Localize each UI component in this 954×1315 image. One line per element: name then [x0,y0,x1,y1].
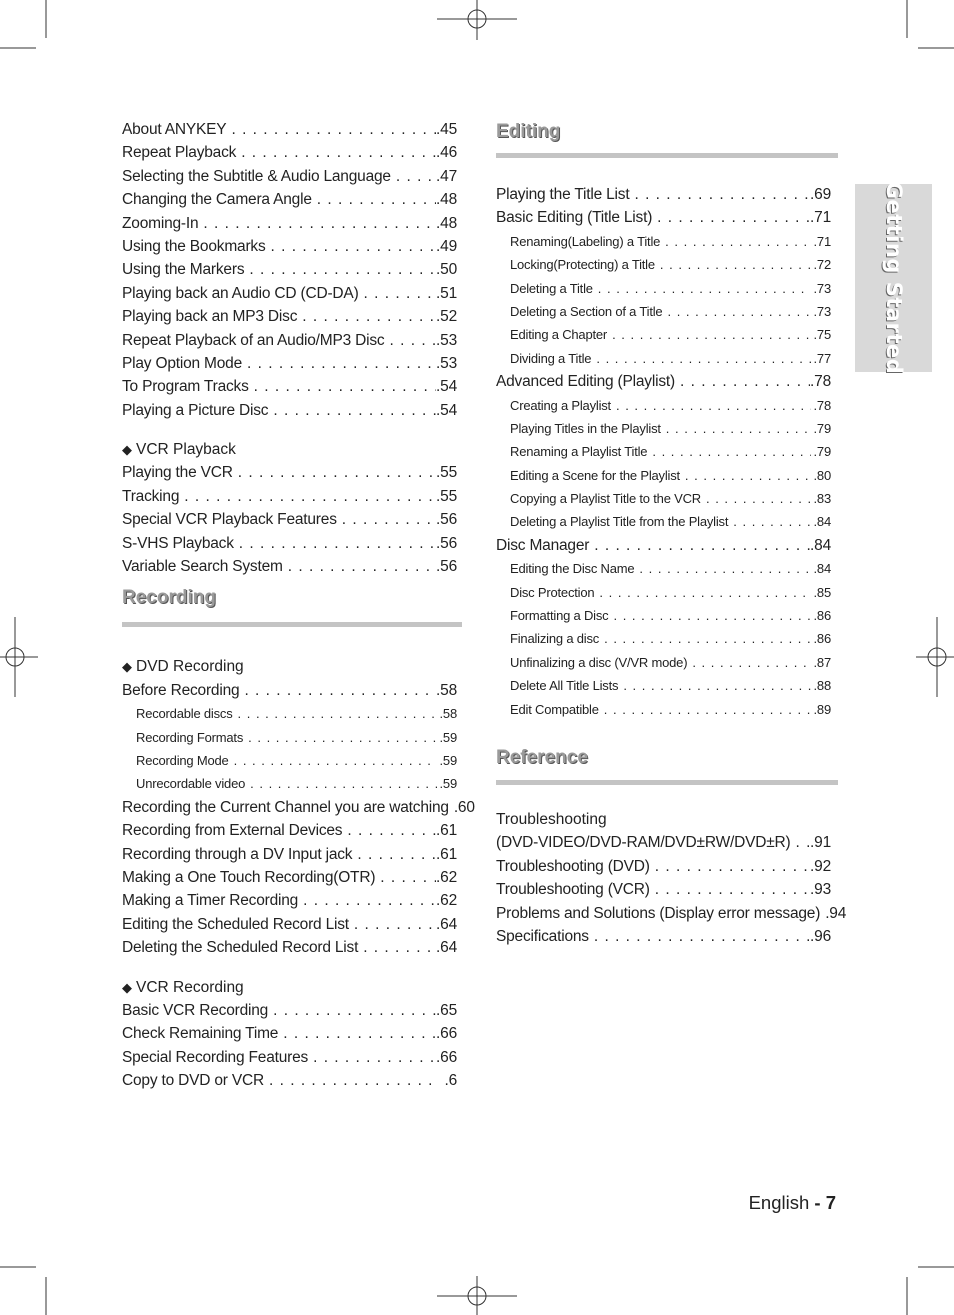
toc-entry-page: .45 [436,121,457,138]
toc-entry [496,394,838,417]
toc-entry-title: Editing the Disc Name [510,561,635,577]
dot-leader [666,417,811,440]
toc-entry-page: .55 [436,487,457,505]
dot-leader [389,329,436,352]
toc-entry-title: Disc Manager [496,536,590,554]
toc-entry-title: Playing Titles in the Playlist [510,420,661,436]
toc-entry [122,461,462,484]
toc-left-column [122,118,475,1092]
toc-entry-page: .73 [813,303,831,319]
dot-leader [317,188,436,211]
dot-leader [363,936,436,959]
dot-leader [249,258,436,281]
toc-entry-page: .56 [436,534,457,552]
toc-entry-page: .62 [436,892,457,910]
toc-entry-page: .73 [813,280,831,296]
toc-entry-title: Deleting a Section of a Title [510,303,663,319]
dot-leader [685,464,811,487]
toc-entry-title: Zooming-In [122,214,199,232]
toc-entry [496,831,838,854]
toc-entry-page: .85 [813,584,831,600]
toc-entry [496,347,838,370]
toc-entry [496,230,838,253]
dot-leader [380,866,436,889]
dot-leader [238,702,437,725]
editing-entries [496,183,838,721]
toc-entry [122,188,462,211]
dot-leader [273,399,436,422]
toc-entry [122,772,462,795]
vcr-playback-group-title: ◆ VCR Playback [122,441,236,459]
toc-entry-page: .88 [813,678,831,694]
toc-right-column [496,118,847,948]
toc-entry [122,375,462,398]
dot-leader [634,183,810,206]
dot-leader [269,1069,437,1092]
toc-entry-title: Check Remaining Time [122,1025,279,1043]
toc-entry [496,487,838,510]
toc-entry [496,855,838,878]
toc-entry [122,508,462,531]
toc-entry-page: .84 [810,536,831,554]
dot-leader [623,674,811,697]
dot-leader [273,999,436,1022]
toc-entry-page: .94 [825,904,847,922]
toc-entry [496,183,838,206]
dot-leader [604,698,811,721]
dot-leader [303,889,436,912]
dot-leader [599,581,811,604]
toc-entry-title: Troubleshooting (VCR) [496,881,650,899]
vcr-recording-group-title: ◆ VCR Recording [122,978,244,996]
general-entries [122,118,462,422]
toc-entry [496,300,838,323]
toc-entry-page: .66 [436,1048,457,1066]
toc-entry-title: Play Option Mode [122,354,243,372]
toc-entry-page: .96 [810,927,831,945]
toc-entry-title: Advanced Editing (Playlist) [496,373,675,391]
dot-leader [254,375,436,398]
toc-entry-page: .59 [439,729,457,745]
toc-entry [496,557,838,580]
diamond-bullet-icon: ◆ [122,659,132,675]
dot-leader [655,855,810,878]
toc-entry-title: Recording through a DV Input jack [122,845,353,863]
toc-entry-title: Troubleshooting (DVD) [496,857,650,875]
toc-entry-page: .86 [813,608,831,624]
toc-entry [122,141,462,164]
toc-entry [496,417,838,440]
dot-leader [354,913,436,936]
toc-entry-title: About ANYKEY [122,121,227,138]
toc-entry-title: Finalizing a disc [510,631,600,647]
toc-entry [122,819,462,842]
toc-entry-title: Unfinalizing a disc (V/VR mode) [510,654,688,670]
toc-entry [122,399,462,422]
toc-entry-page: .75 [813,327,831,343]
dot-leader [357,843,436,866]
dot-leader [248,726,437,749]
chapter-side-tab [855,181,932,375]
toc-entry-title: Basic VCR Recording [122,1001,269,1019]
toc-entry-page: .6 [444,1072,457,1090]
toc-entry [496,627,838,650]
toc-entry [122,726,462,749]
diamond-bullet-icon: ◆ [122,442,132,458]
toc-entry-title: Selecting the Subtitle & Audio Language [122,167,391,185]
dot-leader [692,651,811,674]
dvd-recording-entries [122,679,475,960]
toc-entry [496,674,838,697]
toc-entry-title: Using the Bookmarks [122,237,266,255]
toc-entry-title: Using the Markers [122,261,245,279]
dot-leader [796,831,811,854]
toc-entry [496,510,838,533]
dot-leader [231,118,436,141]
toc-entry-page: .48 [436,191,457,209]
toc-entry-title: Variable Search System [122,558,283,576]
toc-entry-title: Basic Editing (Title List) [496,209,653,227]
dot-leader [655,878,810,901]
dot-leader [234,749,437,772]
section-heading-recording: Recording [122,587,216,609]
footer-language: English [748,1192,810,1213]
dot-leader [241,141,436,164]
dot-leader [639,557,811,580]
toc-entry-page: .87 [813,654,831,670]
toc-entry-title: Formatting a Disc [510,608,609,624]
toc-entry [122,118,462,141]
dot-leader [302,305,436,328]
dot-leader [616,394,811,417]
toc-entry-title: Playing a Picture Disc [122,401,269,419]
toc-entry-page: .51 [436,284,457,302]
toc-entry [122,1022,462,1045]
toc-entry-page: .49 [436,237,457,255]
toc-entry-title: Dividing a Title [510,350,592,366]
toc-entry-title: Changing the Camera Angle [122,191,312,209]
toc-entry-page: .64 [436,939,457,957]
dot-leader [364,282,437,305]
toc-entry-page: .80 [813,467,831,483]
toc-entry [496,464,838,487]
toc-entry [122,913,462,936]
toc-entry-page: .53 [436,354,457,372]
section-heading-editing: Editing [496,121,561,142]
toc-entry-title: Delete All Title Lists [510,678,619,694]
toc-entry-page: .58 [436,681,457,699]
toc-entry-title: S-VHS Playback [122,534,234,552]
dvd-recording-group-title: ◆ DVD Recording [122,658,244,676]
toc-entry [122,679,462,702]
toc-entry-title: (DVD-VIDEO/DVD-RAM/DVD±RW/DVD±R) [496,834,791,852]
dot-leader [667,300,811,323]
toc-entry [122,258,462,281]
toc-entry-page: .86 [813,631,831,647]
chapter-side-tab-label: Getting Started [881,181,906,375]
toc-entry-title: Creating a Playlist [510,397,611,413]
toc-entry [496,604,838,627]
toc-entry [122,702,462,725]
toc-entry [496,902,847,925]
toc-entry-title: Playing back an Audio CD (CD-DA) [122,284,359,302]
toc-entry-page: .59 [439,752,457,768]
toc-entry-page: .59 [439,776,457,792]
dot-leader [396,165,436,188]
toc-entry [496,277,838,300]
toc-entry-title: Editing the Scheduled Record List [122,915,349,933]
dot-leader [247,352,436,375]
toc-entry-page: .93 [810,881,831,899]
toc-entry-title: Repeat Playback [122,144,237,162]
toc-entry-title: Copying a Playlist Title to the VCR [510,491,701,507]
dot-leader [652,440,811,463]
toc-entry-title: Problems and Solutions (Display error message) [496,904,821,922]
dot-leader [250,772,437,795]
toc-entry [496,698,838,721]
toc-entry-title: Edit Compatible [510,701,599,717]
dot-leader [594,534,810,557]
dot-leader [184,485,436,508]
toc-entry-page: .77 [813,350,831,366]
dot-leader [203,212,436,235]
toc-entry-title: Editing a Chapter [510,327,608,343]
toc-entry-title: Playing the VCR [122,464,233,482]
toc-entry-title: Making a Timer Recording [122,892,299,910]
toc-entry-page: .84 [813,561,831,577]
dot-leader [288,555,436,578]
toc-entry-page: .78 [810,373,831,391]
toc-entry-page: .71 [810,209,831,227]
dot-leader [342,508,436,531]
toc-entry-title: Disc Protection [510,584,595,600]
dot-leader [596,347,811,370]
dot-leader [313,1046,436,1069]
toc-entry-title: Recording the Current Channel you are watching [122,798,449,816]
toc-entry-page: .69 [810,186,831,203]
toc-entry-title: Recording from External Devices [122,822,343,840]
toc-entry-page: .79 [813,444,831,460]
toc-entry-title: Locking(Protecting) a Title [510,257,655,273]
toc-entry [496,253,838,276]
toc-entry-page: .78 [813,397,831,413]
toc-entry [496,925,838,948]
page-footer [749,1192,836,1214]
diamond-bullet-icon: ◆ [122,979,132,995]
toc-entry-title: Copy to DVD or VCR [122,1072,264,1090]
toc-entry-page: .54 [436,378,457,396]
toc-entry [122,555,462,578]
toc-entry-page: .61 [436,845,457,863]
dot-leader [657,206,810,229]
toc-entry-title: Renaming(Labeling) a Title [510,233,661,249]
toc-entry [496,878,838,901]
toc-entry [122,485,462,508]
toc-entry [122,165,462,188]
dot-leader [598,277,811,300]
toc-entry [122,749,462,772]
toc-entry-page: .60 [453,798,475,816]
toc-entry-page: .65 [436,1001,457,1019]
page-number: 7 [825,1192,836,1213]
toc-entry-title: Recording Mode [136,752,229,768]
toc-entry-title: Special Recording Features [122,1048,309,1066]
toc-entry-page: .64 [436,915,457,933]
dot-leader [594,925,810,948]
section-heading-reference: Reference [496,746,588,768]
footer-separator: - [809,1192,826,1213]
toc-entry-page: .83 [813,491,831,507]
dot-leader [244,679,436,702]
toc-entry [122,329,462,352]
toc-entry-title: Deleting a Title [510,280,593,296]
reference-entries [496,831,847,948]
toc-entry-page: .48 [436,214,457,232]
toc-entry [122,843,462,866]
toc-entry [122,936,462,959]
toc-entry [122,1069,462,1092]
dot-leader [733,510,811,533]
toc-entry-title: Making a One Touch Recording(OTR) [122,868,376,886]
toc-entry-page: .66 [436,1025,457,1043]
toc-entry [122,352,462,375]
toc-entry [122,235,462,258]
toc-entry [122,796,475,819]
dot-leader [612,323,811,346]
toc-entry [122,305,462,328]
toc-entry [496,581,838,604]
toc-entry-title: Playing back an MP3 Disc [122,308,298,326]
toc-entry-page: .84 [813,514,831,530]
toc-entry-title: Before Recording [122,681,240,699]
dot-leader [706,487,811,510]
dot-leader [660,253,811,276]
toc-entry-page: .58 [439,706,457,722]
toc-entry [122,866,462,889]
toc-entry-page: .54 [436,401,457,419]
dot-leader [613,604,811,627]
toc-entry-page: .91 [810,834,831,852]
vcr-recording-entries [122,999,462,1093]
toc-entry-title: Special VCR Playback Features [122,511,337,529]
toc-entry-title: Deleting a Playlist Title from the Playlist [510,514,729,530]
toc-entry [496,534,838,557]
dot-leader [283,1022,436,1045]
toc-entry-page: .56 [436,558,457,576]
toc-entry-page: .52 [436,308,457,326]
toc-entry-title: Playing the Title List [496,186,630,203]
toc-entry-page: .47 [436,167,457,185]
toc-entry-title: Repeat Playback of an Audio/MP3 Disc [122,331,385,349]
toc-entry-page: .71 [813,233,831,249]
toc-entry [122,1046,462,1069]
toc-entry-title: Recording Formats [136,729,244,745]
dot-leader [680,370,810,393]
dot-leader [604,627,811,650]
toc-entry-page: .62 [436,868,457,886]
toc-entry [122,889,462,912]
toc-entry [496,440,838,463]
toc-entry [122,999,462,1022]
toc-entry [496,323,838,346]
toc-entry-page: .61 [436,822,457,840]
toc-entry-title: Unrecordable video [136,776,246,792]
toc-entry-title: Specifications [496,927,589,945]
toc-entry-title: Deleting the Scheduled Record List [122,939,359,957]
toc-entry-page: .79 [813,420,831,436]
toc-entry-title: Editing a Scene for the Playlist [510,467,680,483]
toc-entry-page: .56 [436,511,457,529]
toc-entry [496,370,838,393]
reference-first-line: Troubleshooting [496,810,607,828]
vcr-playback-entries [122,461,462,578]
toc-entry [122,282,462,305]
toc-entry-page: .46 [436,144,457,162]
toc-entry-page: .50 [436,261,457,279]
toc-entry [496,651,838,674]
toc-entry-title: Renaming a Playlist Title [510,444,648,460]
toc-entry-title: Recordable discs [136,706,233,722]
toc-entry-page: .72 [813,257,831,273]
dot-leader [665,230,811,253]
toc-entry-page: .55 [436,464,457,482]
dot-leader [271,235,437,258]
toc-entry [122,212,462,235]
toc-entry-page: .89 [813,701,831,717]
toc-entry [122,532,462,555]
toc-entry-title: Tracking [122,487,180,505]
toc-entry-page: .92 [810,857,831,875]
dot-leader [239,532,436,555]
toc-entry-page: .53 [436,331,457,349]
toc-entry [496,206,838,229]
dot-leader [238,461,436,484]
toc-entry-title: To Program Tracks [122,378,249,396]
dot-leader [347,819,436,842]
